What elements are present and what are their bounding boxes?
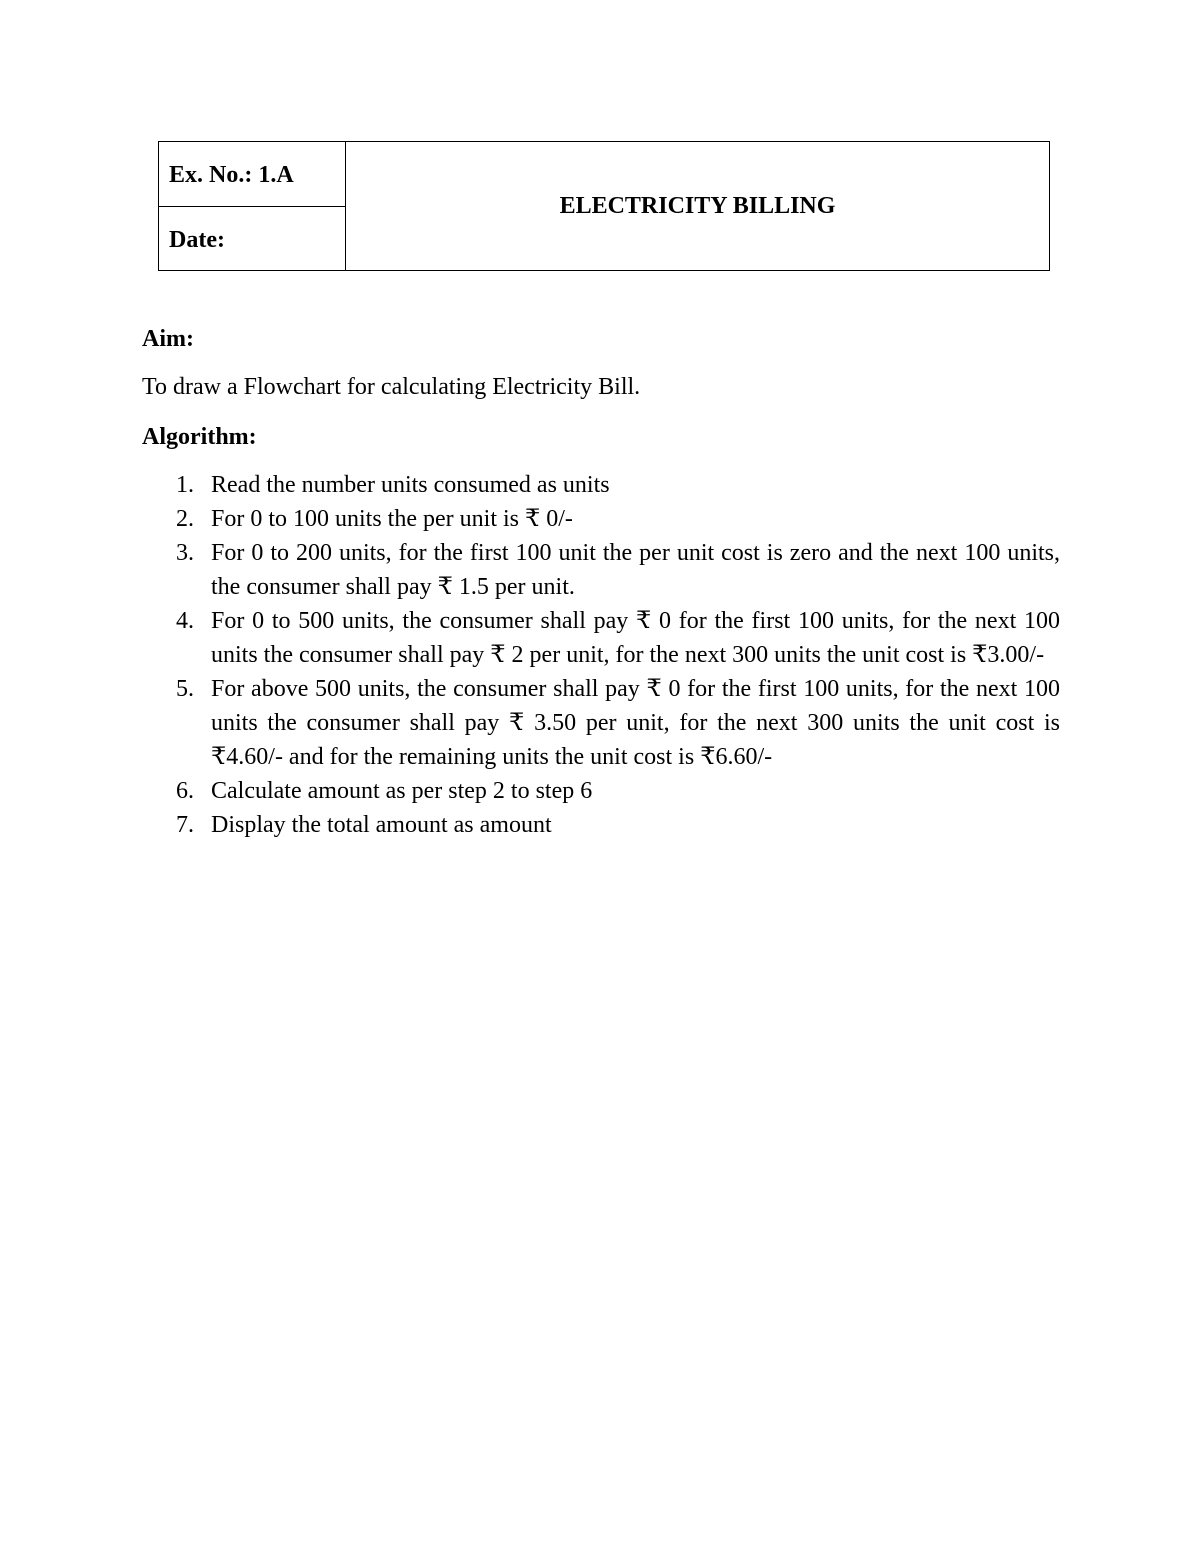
algorithm-steps [142,468,1060,842]
step-text: Read the number units consumed as units [211,472,610,498]
step-number: 2. [176,506,194,532]
aim-text: To draw a Flowchart for calculating Electricity Bill. [142,374,641,400]
header-table [158,141,1050,271]
step-number: 4. [176,608,194,634]
algorithm-step [142,468,1060,502]
step-text: For 0 to 200 units, for the first 100 unit the per unit cost is zero and the next 100 units, the consumer shall pay ₹ 1.5 per unit. [211,540,1060,600]
aim-heading: Aim: [142,326,194,352]
algorithm-step [142,774,1060,808]
step-number: 7. [176,812,194,838]
algorithm-heading: Algorithm: [142,424,257,450]
step-number: 5. [176,676,194,702]
step-number: 6. [176,778,194,804]
algorithm-step [142,536,1060,604]
algorithm-step [142,604,1060,672]
document-body [142,322,1060,842]
exercise-number-cell [159,142,345,207]
step-number: 3. [176,540,194,566]
step-text: Calculate amount as per step 2 to step 6 [211,778,593,804]
step-number: 1. [176,472,194,498]
document-title: ELECTRICITY BILLING [559,192,836,219]
algorithm-step [142,502,1060,536]
date-cell [159,207,345,270]
exercise-number: Ex. No.: 1.A [169,162,294,188]
step-text: For above 500 units, the consumer shall pay ₹ 0 for the first 100 units, for the next 100 units the consumer shall pay ₹ 3.50 per unit, for the next 300 units the unit cost is ₹4.60/- and for the remaining units the unit cost is ₹6.60/- [211,676,1060,770]
step-text: Display the total amount as amount [211,812,552,838]
date-label: Date: [169,227,225,253]
header-left-column [159,142,346,270]
algorithm-step [142,808,1060,842]
step-text: For 0 to 100 units the per unit is ₹ 0/- [211,506,573,532]
algorithm-step [142,672,1060,774]
step-text: For 0 to 500 units, the consumer shall pay ₹ 0 for the first 100 units, for the next 100 units the consumer shall pay ₹ 2 per unit, for the next 300 units the unit cost is ₹3.00/- [211,608,1060,668]
